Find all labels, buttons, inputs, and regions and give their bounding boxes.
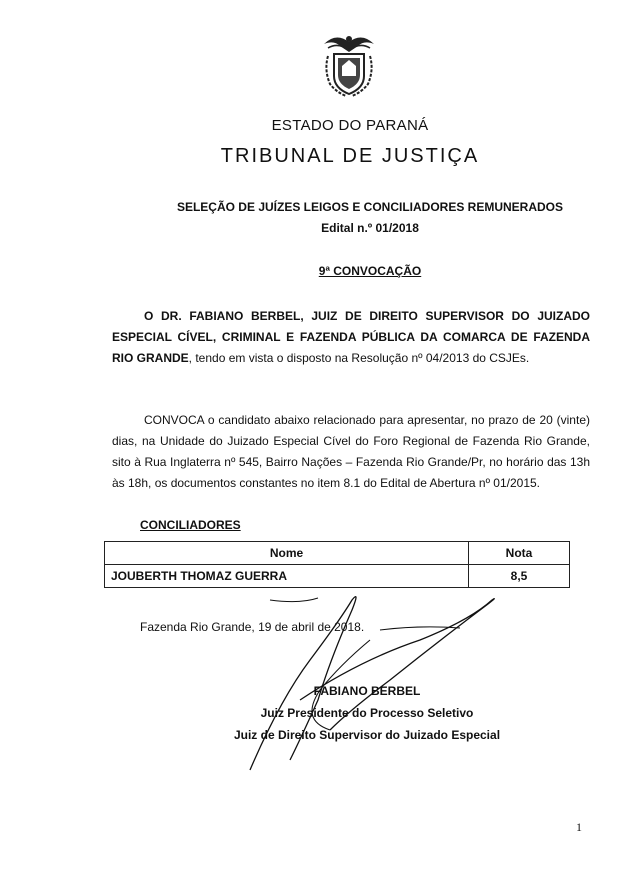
section-title: CONCILIADORES	[140, 518, 241, 532]
candidates-table	[104, 541, 570, 588]
signer-name: FABIANO BERBEL	[313, 684, 421, 698]
candidate-score: 8,5	[469, 565, 570, 588]
coat-of-arms-emblem	[318, 30, 380, 100]
selection-title: SELEÇÃO DE JUÍZES LEIGOS E CONCILIADORES REMUNERADOS	[176, 200, 564, 214]
court-heading: TRIBUNAL DE JUSTIÇA	[220, 145, 480, 167]
place-date: Fazenda Rio Grande, 19 de abril de 2018.	[140, 620, 365, 634]
state-heading: ESTADO DO PARANÁ	[271, 117, 429, 134]
convocation-title: 9ª CONVOCAÇÃO	[318, 264, 422, 278]
convoca-text: CONVOCA o candidato abaixo relacionado para apresentar, no prazo de 20 (vinte) dias, na Unidade do Juizado Especial Cível do Foro Regional de Fazenda Rio Grande, sito à Rua Inglaterra nº 545, Bairro Nações – Fazenda Rio Grande/Pr, no horário das 13h às 18h, os documentos constantes no item 8.1 do Edital de Abertura nº 01/2015.	[112, 413, 590, 490]
signer-role-supervisor: Juiz de Direito Supervisor do Juizado Especial	[233, 728, 501, 742]
table-header-row	[105, 542, 570, 565]
paragraph-supervisor	[112, 306, 590, 369]
candidate-name: JOUBERTH THOMAZ GUERRA	[105, 565, 469, 588]
header-name: Nome	[105, 542, 469, 565]
header-score: Nota	[469, 542, 570, 565]
supervisor-statement: O DR. FABIANO BERBEL, JUIZ DE DIREITO SUPERVISOR DO JUIZADO ESPECIAL CÍVEL, CRIMINAL E FAZENDA PÚBLICA DA COMARCA DE FAZENDA RIO GRANDE	[112, 309, 590, 365]
edital-number: Edital n.º 01/2018	[321, 221, 419, 235]
page-number: 1	[576, 820, 582, 834]
signer-role-president: Juiz Presidente do Processo Seletivo	[260, 706, 474, 720]
table-row	[105, 565, 570, 588]
paragraph-convoca	[112, 410, 590, 494]
resolution-reference: , tendo em vista o disposto na Resolução nº 04/2013 do CSJEs.	[188, 351, 530, 365]
